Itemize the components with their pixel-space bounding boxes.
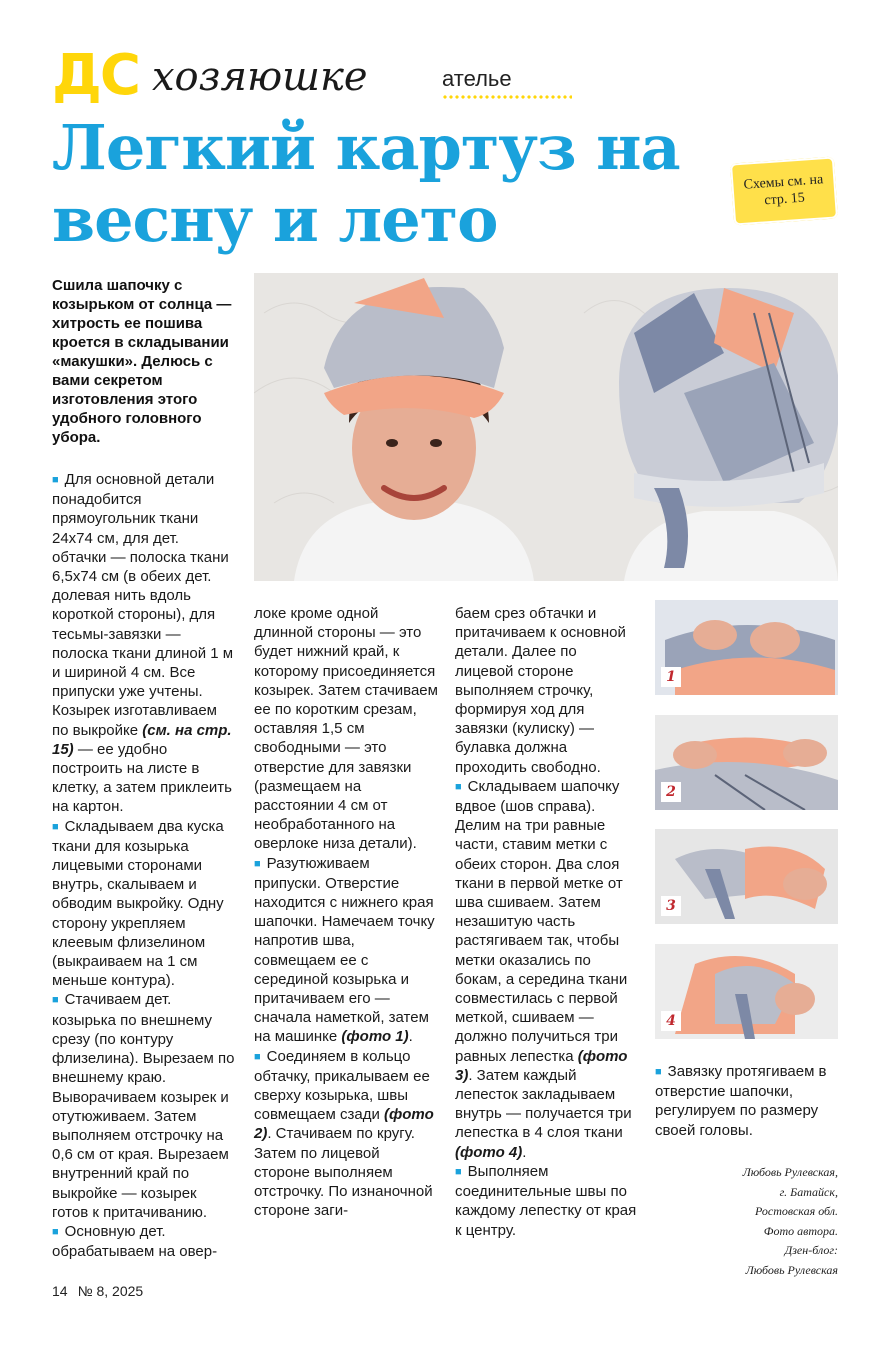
article-intro: Сшила шапочку с козырьком от солнца — хитрость ее пошива кроется в складывании «макушки». Делюсь с вами секретом изготовления этого удобного головного убора. bbox=[52, 277, 232, 446]
bullet-square-icon: ■ bbox=[254, 857, 261, 870]
text-column-3 bbox=[455, 604, 638, 1240]
brand-title: хозяюшке bbox=[152, 54, 368, 100]
bullet-square-icon: ■ bbox=[254, 1050, 261, 1063]
photo-reference: (фото 4) bbox=[455, 1143, 523, 1161]
text-column-4 bbox=[655, 1062, 838, 1140]
step-label: 2 bbox=[661, 782, 681, 802]
photo-reference: (фото 2) bbox=[254, 1106, 434, 1143]
step-label: 4 bbox=[661, 1011, 681, 1031]
text-column-1 bbox=[52, 470, 236, 1261]
paragraph: ■ Выполняем соединительные швы по каждому лепестку от края к центру. bbox=[455, 1162, 637, 1239]
brand-logo: ДС bbox=[52, 43, 139, 108]
bullet-square-icon: ■ bbox=[52, 474, 59, 486]
credit-line: Любовь Рулевская, bbox=[742, 1165, 838, 1179]
credit-line: Любовь Рулевская bbox=[745, 1262, 838, 1277]
photo-reference: (фото 3) bbox=[455, 1047, 628, 1084]
issue-number: № 8, 2025 bbox=[77, 1283, 144, 1299]
bullet-square-icon: ■ bbox=[52, 820, 59, 833]
schemes-note bbox=[730, 156, 838, 225]
paragraph: ■ Разутюживаем припуски. Отверстие находится с нижнего края шапочки. Намечаем точку напротив шва, совмещаем ее с серединой козырька и притачиваем его — сначала наметкой, затем на машинке (фото 1). bbox=[254, 854, 435, 1046]
paragraph: ■ Для основной детали понадобится прямоугольник ткани 24х74 см, для дет. обтачки — полоска ткани 6,5х74 см (в обеих дет. долевая нить вдоль короткой стороны), для тесьмы-завязки — полоска ткани длиной 1 м и шириной 4 см. Все припуски уже учтены. Козырек изготавливаем по выкройке (см. на стр. 15) — ее удобно построить на листе в клетку, а затем приклеить на картон. bbox=[52, 471, 234, 816]
paragraph: баем срез обтачки и притачиваем к основной детали. Далее по лицевой стороне выполняем строчку, формируя ход для завязки (кулиску) — булавка должна проходить свободно. bbox=[455, 605, 626, 776]
article-headline: Легкий картуз на весну и лето bbox=[52, 111, 680, 256]
credit-line: Дзен-блог: bbox=[784, 1243, 838, 1257]
photo-reference: (фото 1) bbox=[341, 1028, 409, 1046]
bullet-square-icon: ■ bbox=[52, 994, 59, 1007]
bullet-square-icon: ■ bbox=[52, 1225, 59, 1238]
paragraph: ■ Складываем два куска ткани для козырька лицевыми сторонами внутрь, скалываем и обводим выкройку. Одну сторону укрепляем клеевым флизелином (выкраиваем на 1 см меньше контура). bbox=[52, 817, 224, 990]
step-photo-2 bbox=[655, 715, 838, 810]
step-photo-1 bbox=[655, 600, 838, 695]
page-footer bbox=[52, 1283, 143, 1299]
paragraph: ■ Складываем шапочку вдвое (шов справа). Делим на три равные части, ставим метки с обеих сторон. Два слоя ткани в первой метке от шва сшиваем. Затем незашитую часть растягиваем так, чтобы метки оказались по бокам, а середина ткани совместилась с первой меткой, сшиваем — должно получиться три равных лепестка (фото 3). Затем каждый лепесток закладываем внутрь — получается три лепестка в 4 слоя ткани (фото 4). bbox=[455, 777, 632, 1161]
page-number: 14 bbox=[52, 1283, 68, 1299]
page-reference: (см. на стр. 15) bbox=[52, 721, 232, 758]
step-label: 3 bbox=[661, 896, 681, 916]
paragraph: ■ Завязку протягиваем в отверстие шапочки, регулируем по размеру своей головы. bbox=[655, 1063, 827, 1139]
paragraph: ■ Соединяем в кольцо обтачку, прикалываем ее сверху козырька, швы совмещаем сзади (фото 2). Стачиваем по кругу. Затем по лицевой стороне выполняем отстрочку. По изнаночной стороне заги- bbox=[254, 1047, 434, 1220]
paragraph: ■ Стачиваем дет. козырька по внешнему срезу (по контуру флизелина). Вырезаем по внешнему краю. Выворачиваем козырек и отутюживаем. Затем выполняем отстрочку на 0,6 см от края. Вырезаем внутренний край по выкройке — козырек готов к притачиванию. bbox=[52, 991, 235, 1221]
section-label: ателье bbox=[442, 66, 512, 91]
bullet-square-icon: ■ bbox=[455, 780, 462, 793]
credit-line: Фото автора. bbox=[763, 1223, 838, 1238]
decorative-dots bbox=[442, 94, 572, 100]
paragraph: ■ Основную дет. обрабатываем на овер- bbox=[52, 1222, 218, 1261]
bullet-square-icon: ■ bbox=[455, 1165, 462, 1178]
step-photo-3 bbox=[655, 829, 838, 924]
paragraph: локе кроме одной длинной стороны — это будет нижний край, к которому присоединяется козырек. Затем стачиваем ее по коротким срезам, оставляя 1,5 см свободными — это отверстие для завязки (размещаем на расстоянии 4 см от необработанного на оверлоке низа детали). bbox=[254, 605, 438, 853]
credit-line: г. Батайск, bbox=[779, 1184, 838, 1199]
hero-photo bbox=[254, 273, 838, 581]
text-column-2 bbox=[254, 604, 438, 1221]
schemes-note-text: Схемы см. на стр. 15 bbox=[743, 172, 824, 209]
author-credits bbox=[655, 1163, 838, 1280]
credit-line: Ростовская обл. bbox=[755, 1204, 838, 1218]
step-label: 1 bbox=[661, 667, 681, 687]
step-photo-4 bbox=[655, 944, 838, 1039]
bullet-square-icon: ■ bbox=[655, 1066, 662, 1078]
hero-illustration bbox=[254, 273, 838, 581]
